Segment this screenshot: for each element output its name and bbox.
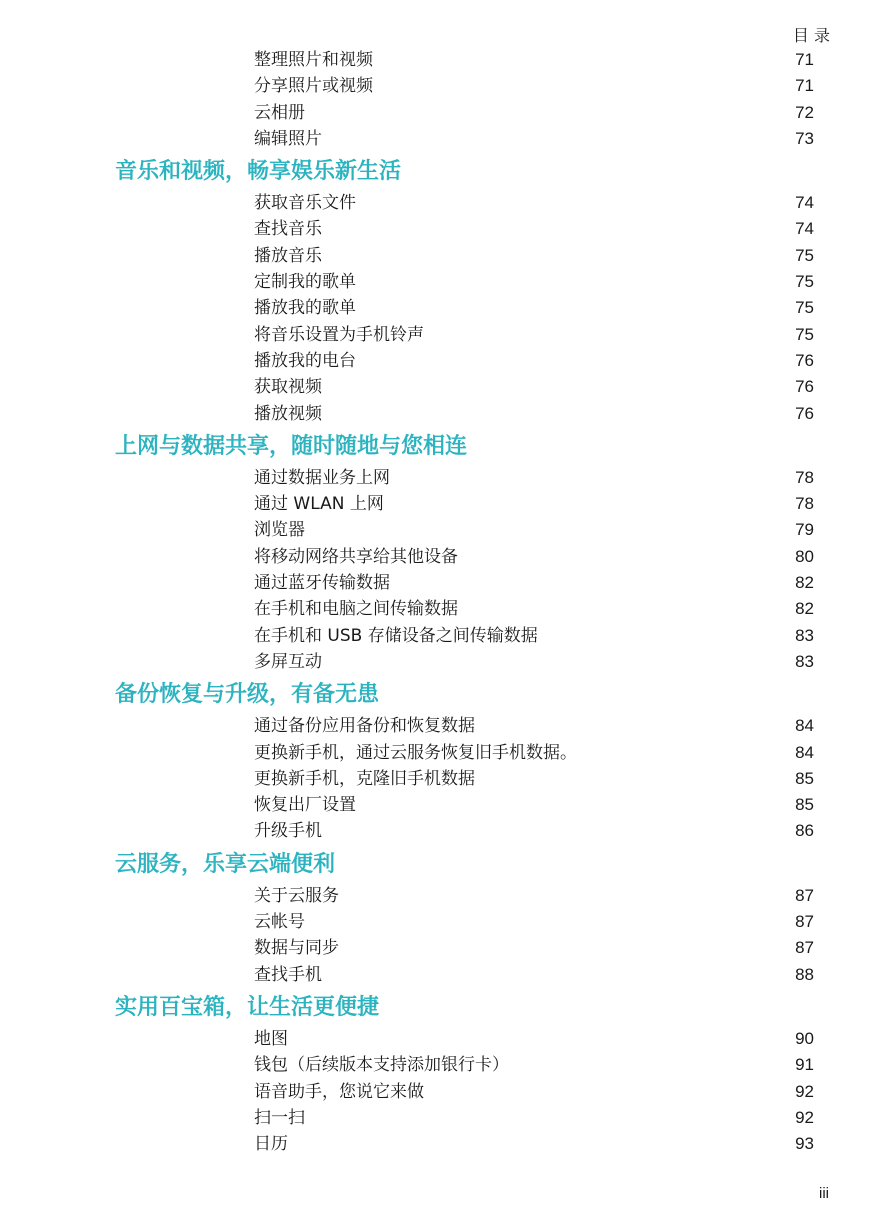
toc-chapter-heading[interactable] — [0, 154, 869, 187]
toc-entry-page-number: 88 — [795, 964, 814, 984]
toc-entry-page-number: 87 — [795, 885, 814, 905]
toc-chapter-title: 上网与数据共享，随时随地与您相连 — [115, 433, 468, 459]
toc-entry[interactable] — [0, 216, 869, 242]
toc-entry[interactable] — [0, 465, 869, 491]
toc-entry-title: 更换新手机，通过云服务恢复旧手机数据。 — [254, 742, 577, 763]
toc-entry[interactable] — [0, 1131, 869, 1157]
toc-entry-title: 钱包（后续版本支持添加银行卡） — [254, 1055, 509, 1076]
toc-entry-title: 分享照片或视频 — [254, 76, 373, 97]
toc-chapter-title: 实用百宝箱，让生活更便捷 — [115, 994, 380, 1020]
toc-entry-title: 多屏互动 — [254, 651, 322, 672]
toc-entry-page-number: 93 — [795, 1134, 814, 1154]
toc-entry[interactable] — [0, 792, 869, 818]
toc-entry[interactable] — [0, 935, 869, 961]
toc-entry-title: 播放音乐 — [254, 245, 322, 266]
toc-entry[interactable] — [0, 243, 869, 269]
toc-entry-page-number: 76 — [795, 377, 814, 397]
toc-entry[interactable] — [0, 491, 869, 517]
toc-entry-page-number: 85 — [795, 768, 814, 788]
toc-entry-title: 恢复出厂设置 — [254, 795, 356, 816]
toc-entry-title: 日历 — [254, 1134, 288, 1155]
toc-entry[interactable] — [0, 1105, 869, 1131]
toc-entry[interactable] — [0, 649, 869, 675]
toc-entry[interactable] — [0, 909, 869, 935]
toc-entry-title: 通过 WLAN 上网 — [254, 494, 384, 515]
toc-entry-title: 云帐号 — [254, 912, 305, 933]
footer-page-number: iii — [819, 1185, 829, 1202]
toc-entry-title: 整理照片和视频 — [254, 50, 373, 70]
toc-entry[interactable] — [0, 740, 869, 766]
toc-entry[interactable] — [0, 269, 869, 295]
toc-entry-page-number: 92 — [795, 1107, 814, 1127]
toc-entry-page-number: 91 — [795, 1055, 814, 1075]
toc-entry[interactable] — [0, 348, 869, 374]
toc-entry[interactable] — [0, 1052, 869, 1078]
toc-entry[interactable] — [0, 73, 869, 99]
toc-entry[interactable] — [0, 818, 869, 844]
toc-entry[interactable] — [0, 962, 869, 988]
toc-entry-page-number: 76 — [795, 403, 814, 423]
toc-entry[interactable] — [0, 766, 869, 792]
toc-entry-page-number: 76 — [795, 350, 814, 370]
toc-entry-title: 在手机和电脑之间传输数据 — [254, 599, 458, 620]
toc-entry[interactable] — [0, 623, 869, 649]
toc-entry[interactable] — [0, 126, 869, 152]
toc-entry-page-number: 87 — [795, 912, 814, 932]
toc-entry[interactable] — [0, 295, 869, 321]
toc-entry[interactable] — [0, 190, 869, 216]
toc-entry-page-number: 71 — [795, 50, 814, 69]
toc-entry-page-number: 82 — [795, 573, 814, 593]
toc-entry[interactable] — [0, 544, 869, 570]
header-section-label: 目 录 — [792, 26, 830, 45]
toc-entry[interactable] — [0, 100, 869, 126]
toc-entry-title: 获取视频 — [254, 377, 322, 398]
toc-entry[interactable] — [0, 1026, 869, 1052]
toc-entry-title: 播放我的歌单 — [254, 298, 356, 319]
toc-chapter-title: 音乐和视频，畅享娱乐新生活 — [115, 159, 402, 185]
toc-entry-title: 数据与同步 — [254, 938, 339, 959]
toc-entry-page-number: 92 — [795, 1081, 814, 1101]
toc-entry-page-number: 78 — [795, 467, 814, 487]
toc-chapter-title: 备份恢复与升级，有备无患 — [115, 682, 380, 708]
toc-entry[interactable] — [0, 322, 869, 348]
toc-entry-page-number: 74 — [795, 193, 814, 213]
toc-entry-title: 编辑照片 — [254, 128, 322, 149]
toc-chapter-heading[interactable] — [0, 429, 869, 462]
toc-entry-title: 浏览器 — [254, 520, 305, 541]
toc-chapter-heading[interactable] — [0, 990, 869, 1023]
toc-entry-title: 定制我的歌单 — [254, 272, 356, 293]
toc-entry-page-number: 72 — [795, 102, 814, 122]
toc-entry-page-number: 82 — [795, 599, 814, 619]
toc-entry-title: 播放我的电台 — [254, 350, 356, 371]
toc-entry-page-number: 84 — [795, 742, 814, 762]
toc-entry-page-number: 78 — [795, 494, 814, 514]
toc-entry-title: 扫一扫 — [254, 1107, 305, 1128]
toc-entry-title: 关于云服务 — [254, 885, 339, 906]
toc-entry-title: 将音乐设置为手机铃声 — [254, 324, 424, 345]
toc-entry-title: 播放视频 — [254, 403, 322, 424]
toc-entry-page-number: 83 — [795, 625, 814, 645]
toc-entry-page-number: 74 — [795, 219, 814, 239]
toc-entry-page-number: 73 — [795, 128, 814, 148]
toc-entry-title: 云相册 — [254, 102, 305, 123]
toc-entry-page-number: 75 — [795, 298, 814, 318]
toc-entry-title: 地图 — [254, 1028, 288, 1049]
toc-entry-page-number: 85 — [795, 795, 814, 815]
toc-entry-title: 通过备份应用备份和恢复数据 — [254, 716, 475, 737]
toc-entry[interactable] — [0, 1079, 869, 1105]
toc-entry-title: 语音助手，您说它来做 — [254, 1081, 424, 1102]
toc-entry-page-number: 87 — [795, 938, 814, 958]
toc-entry-page-number: 83 — [795, 651, 814, 671]
toc-entry-title: 查找手机 — [254, 964, 322, 985]
toc-entry-title: 通过数据业务上网 — [254, 467, 390, 488]
table-of-contents — [0, 47, 869, 1157]
toc-entry[interactable] — [0, 570, 869, 596]
toc-entry-page-number: 75 — [795, 324, 814, 344]
toc-entry-page-number: 80 — [795, 546, 814, 566]
toc-entry-page-number: 71 — [795, 76, 814, 96]
toc-entry-page-number: 75 — [795, 272, 814, 292]
toc-entry-title: 查找音乐 — [254, 219, 322, 240]
toc-chapter-title: 云服务，乐享云端便利 — [115, 851, 336, 877]
toc-entry-page-number: 75 — [795, 245, 814, 265]
toc-entry-title: 升级手机 — [254, 821, 322, 842]
toc-entry[interactable] — [0, 47, 869, 73]
toc-entry-page-number: 79 — [795, 520, 814, 540]
toc-entry-title: 更换新手机，克隆旧手机数据 — [254, 768, 475, 789]
toc-entry[interactable] — [0, 401, 869, 427]
toc-entry[interactable] — [0, 374, 869, 400]
toc-entry[interactable] — [0, 517, 869, 543]
toc-entry[interactable] — [0, 596, 869, 622]
toc-entry-title: 通过蓝牙传输数据 — [254, 573, 390, 594]
toc-entry-title: 获取音乐文件 — [254, 193, 356, 214]
toc-entry-page-number: 90 — [795, 1028, 814, 1048]
toc-entry[interactable] — [0, 713, 869, 739]
toc-entry-title: 在手机和 USB 存储设备之间传输数据 — [254, 625, 538, 646]
toc-chapter-heading[interactable] — [0, 677, 869, 710]
toc-entry-title: 将移动网络共享给其他设备 — [254, 546, 458, 567]
toc-chapter-heading[interactable] — [0, 847, 869, 880]
toc-entry-page-number: 84 — [795, 716, 814, 736]
toc-entry[interactable] — [0, 883, 869, 909]
toc-entry-page-number: 86 — [795, 821, 814, 841]
